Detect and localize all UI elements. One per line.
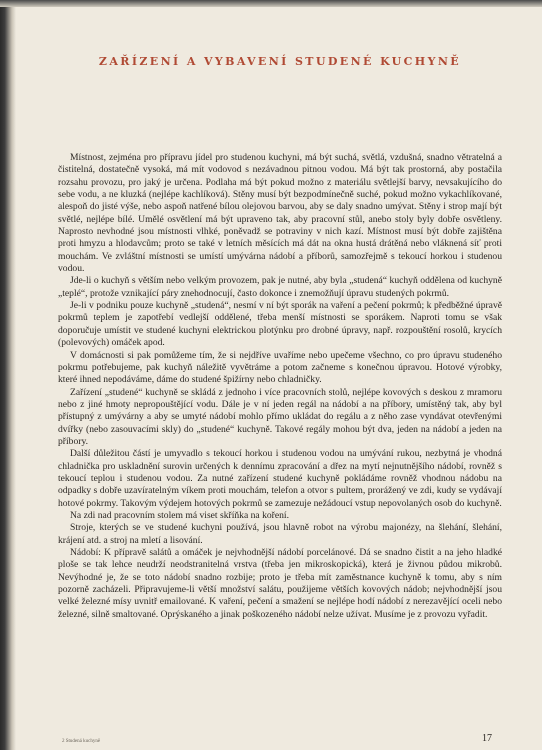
chapter-title: ZAŘÍZENÍ A VYBAVENÍ STUDENÉ KUCHYNĚ bbox=[98, 55, 462, 68]
paragraph-skrinka: Na zdi nad pracovním stolem má viset skříňka na koření. bbox=[70, 509, 289, 521]
body-text bbox=[58, 152, 502, 621]
paragraph-oddeleni-kuchyne: Jde-li o kuchyň s větším nebo velkým provozem, pak je nutné, aby byla „studená“ kuchyň oddělena od kuchyně „teplé“, protože vznikající páry znehodnocují, často dokonce i znemožňují úpravu studených pokrmů. bbox=[58, 275, 502, 299]
paragraph-nadobi: Nádobí: K přípravě salátů a omáček je nejvhodnější nádobí porcelánové. Dá se snadno čistit a na jeho hladké ploše se tak lehce neudrží neodstranitelná vrstva (třeba jen mikroskopická), která je živnou půdou mikrobů. Nevýhodné je, že se toto nádobí snadno rozbije; proto je třeba mít zaměstnance kuchyně k tomu, aby s ním pozorně zacházeli. Připravujeme-li větší množství salátu, použijeme větších kovových nádob; nejvhodnější jsou velké železné mísy uvnitř emailované. K vaření, pečení a smažení se nejlépe hodí nádobí z nerezavějící oceli nebo železné, silně smaltované. Oprýskaného a jinak poškozeného nádobí nelze užívat. Musíme je z provozu vyřadit. bbox=[58, 547, 502, 620]
page-number: 17 bbox=[482, 733, 492, 744]
paragraph-domacnost: V domácnosti si pak pomůžeme tím, že si nejdříve uvaříme nebo upečeme všechno, co pro úpravu studeného pokrmu potřebujeme, pak kuchyň náležitě vyvětráme a potom začneme s konečnou úpravou. Hotové výrobky, které ihned nepodáváme, dáme do studené špižírny nebo chladničky. bbox=[58, 349, 502, 386]
paragraph-stroje: Stroje, kterých se ve studené kuchyni používá, jsou hlavně robot na výrobu majonézy, na šlehání, šlehání, krájení atd. a stroj na mletí a lisování. bbox=[58, 522, 502, 546]
book-spine-shadow bbox=[0, 0, 16, 750]
paragraph-dalsi-soucasti: Další důležitou částí je umyvadlo s tekoucí horkou i studenou vodou na umývání rukou, nezbytná je vhodná chladnička pro uskladnění surovin určených k dennímu zpracování a dřez na mytí nejnutnějšího nádobí, rovněž s tekoucí teplou i studenou vodou. Za nutné zařízení studené kuchyně pokládáme rovněž vhodnou nádobu na odpadky s dobře uzavíratelným víkem proti mouchám, telefon a otvor s pultem, prorážený ve zdi, kudy se vydávají hotové pokrmy. Takovým výdejem hotových pokrmů se zamezuje nežádoucí vstup nepovolaných osob do kuchyně. bbox=[58, 448, 502, 509]
page-top-shadow bbox=[0, 0, 542, 7]
paragraph-sporak: Je-li v podniku pouze kuchyně „studená“, nesmí v ní být sporák na vaření a pečení pokrmů; k předběžné úpravě pokrmů teplem je zapotřebí vedlejší oddělené, třeba menší místnosti se sporákem. Naproti tomu se však doporučuje umístit ve studené kuchyni elektrickou plotýnku pro drobné úpravy, např. rozpouštění rosolů, krycích (polevových) omáček apod. bbox=[58, 300, 502, 349]
paragraph-mistnost: Místnost, zejména pro přípravu jídel pro studenou kuchyni, má být suchá, světlá, vzdušná, snadno větratelná a čistitelná, dostatečně vysoká, má mít vodovod s nezávadnou pitnou vodou. Má být tak prostorná, aby postačila rozsahu provozu, pro jaký je určena. Podlaha má být pokud možno z materiálu světlejší barvy, nevsakujícího do sebe vodu, a ne kluzká (nejlépe kachlíková). Stěny musí být bezpodmínečně suché, pokud možno vykachlíkované, alespoň do jisté výše, nebo aspoň natřené bílou olejovou barvou, aby se daly snadno umývat. Stěny i strop mají být světlé, nejlépe bílé. Umělé osvětlení má být upraveno tak, aby pracovní stůl, anebo stoly byly dobře osvětleny. Naprosto nevhodné jsou místnosti vlhké, poněvadž se potraviny v nich kazí. Místnost musí být dobře zajištěna proti hmyzu a hlodavcům; proto se také v letních měsících má dát na okna hustá drátěná nebo vláknená síť proti mouchám. Ve zvláštní místnosti se umístí umývárna nádobí a příborů, samozřejmě s tekoucí horkou i studenou vodou. bbox=[58, 152, 502, 275]
footer-signature: 2 Studená kuchyně bbox=[62, 739, 101, 744]
paragraph-zarizeni: Zařízení „studené“ kuchyně se skládá z jednoho i více pracovních stolů, nejlépe kovových s deskou z mramoru nebo z jiné hmoty nepropouštějící vodu. Dále je v ní jeden regál na nádobí a na příbory, umístěný tak, aby byl přístupný z umývárny a aby se umyté nádobí mohlo přímo ukládat do regálu a z něho zase vyndávat otevřenými dvířky (nebo zasouvacími skly) do „studené“ kuchyně. Takové regály mohou být dva, jeden na nádobí a jeden na příbory. bbox=[58, 386, 502, 447]
